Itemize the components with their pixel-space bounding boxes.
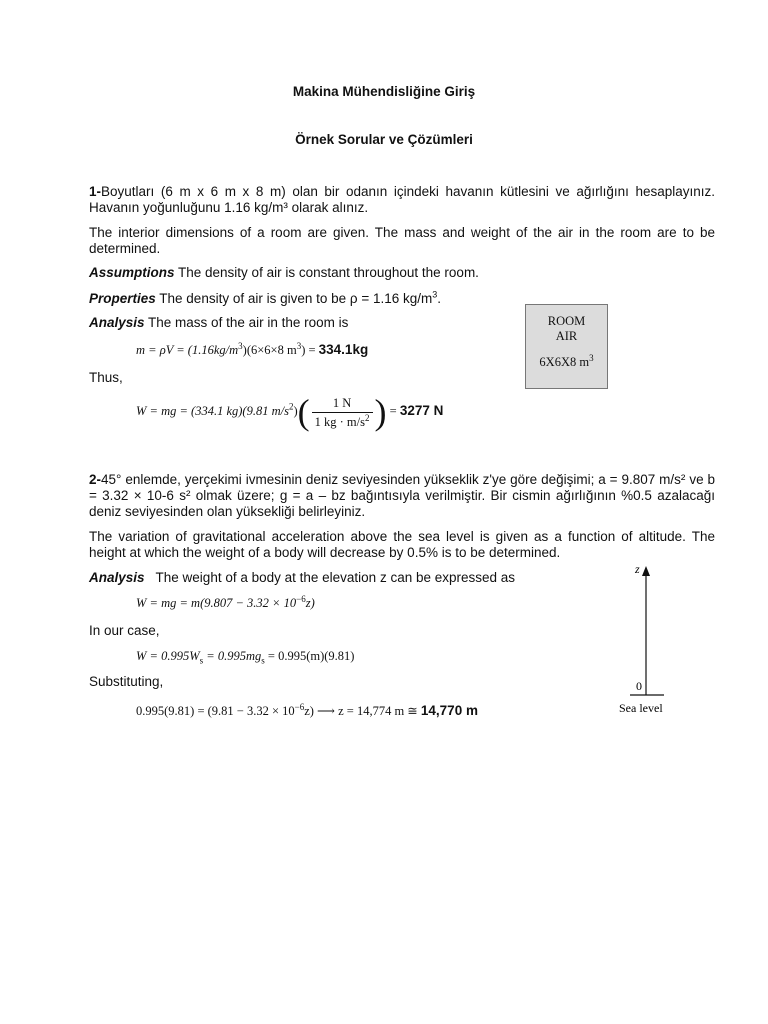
eq2-b: = 0.995mg [203, 649, 262, 663]
q1-assumptions [89, 265, 715, 281]
q2-turkish-text [89, 472, 715, 520]
open-paren: ( [297, 392, 310, 432]
eq-mass-end: ) = [301, 343, 319, 357]
q2-number: 2- [89, 472, 102, 487]
fraction-numerator: 1 N [312, 395, 373, 413]
fraction-denominator-text: 1 kg · m/s [314, 414, 365, 429]
room-box-line3 [526, 352, 607, 370]
analysis-label: Analysis [89, 315, 145, 330]
sea-level-label: Sea level [619, 701, 663, 715]
q1-english-text: The interior dimensions of a room are given. The mass and weight of the air in the room are to be determined. [89, 225, 715, 256]
equation-substituted [136, 703, 478, 719]
equation-mass [136, 342, 368, 358]
fraction-denominator-sup: 2 [365, 412, 370, 423]
room-box-sup: 3 [589, 352, 594, 363]
eq2-a: W = 0.995W [136, 649, 200, 663]
q1-number: 1- [89, 184, 102, 199]
eq2-c: = 0.995(m)(9.81) [264, 649, 355, 663]
close-paren: ) [374, 392, 387, 432]
eq1-sup: −6 [296, 593, 306, 604]
axis-z-label: z [635, 562, 640, 576]
arrow-up-icon [642, 566, 650, 576]
eq-mass-sup2: 3 [296, 340, 302, 351]
fraction-denominator [312, 413, 373, 430]
properties-label: Properties [89, 291, 156, 306]
eq-weight-lhs: W = mg = (334.1 kg)(9.81 m/s [136, 403, 289, 418]
assumptions-label: Assumptions [89, 265, 175, 280]
eq3-b: z) ⟶ z = 14,774 m ≅ [304, 704, 421, 718]
page-subtitle: Örnek Sorular ve Çözümleri [295, 132, 473, 147]
height-result: 14,770 m [420, 703, 478, 718]
eq-mass-lhs: m = ρV = (1.16kg/m [136, 343, 239, 357]
eq2-sub1: s [199, 655, 204, 666]
room-box-line2: AIR [555, 329, 578, 343]
eq-weight-equals: = [386, 403, 400, 418]
room-box-line1: ROOM [547, 314, 586, 328]
eq1-a: W = mg = m(9.807 − 3.32 × 10 [136, 596, 297, 610]
eq3-a: 0.995(9.81) = (9.81 − 3.32 × 10 [136, 704, 295, 718]
q1-turkish-text [89, 184, 715, 216]
q2-tr-body: 45° enlemde, yerçekimi ivmesinin deniz seviyesinden yükseklik z'ye göre değişimi; a = 9.807 m/s² ve b = 3.32 × 10-6 s² olmak üzere; g = a – bz bağıntısıyla verilmiştir. Bir cismin ağırlığının %0.5 azalacağı deniz seviyesinden olan yüksekliği belirleyiniz. [89, 472, 715, 519]
analysis-text: The mass of the air in the room is [144, 315, 349, 330]
q2-analysis [89, 570, 539, 586]
in-our-case-text: In our case, [89, 623, 160, 638]
q1-tr-body: Boyutları (6 m x 6 m x 8 m) olan bir odanın içindeki havanın kütlesini ve ağırlığını hesaplayınız. Havanın yoğunluğunu 1.16 kg/m³ olarak alınız. [89, 184, 715, 215]
mass-result: 334.1kg [318, 342, 369, 357]
eq-weight-close: ) [293, 403, 298, 418]
eq-weight-sup: 2 [288, 401, 294, 412]
thus-text: Thus, [89, 370, 123, 385]
unit-fraction [312, 395, 373, 430]
eq-mass-mid: )(6×6×8 m [242, 343, 297, 357]
room-air-box [525, 304, 608, 389]
q2-analysis-text: The weight of a body at the elevation z can be expressed as [144, 570, 516, 585]
q1-analysis [89, 315, 509, 331]
equation-weight [136, 394, 443, 430]
substituting-text: Substituting, [89, 674, 164, 689]
eq3-sup: −6 [294, 701, 305, 712]
weight-result: 3277 N [399, 402, 444, 418]
equation-case [136, 648, 354, 669]
q2-english-text: The variation of gravitational acceleration above the sea level is given as a function of altitude. The height at which the weight of a body will decrease by 0.5% is to be determined. [89, 529, 715, 560]
eq2-sub2: s [261, 655, 265, 666]
room-box-dimensions: 6X6X8 m [539, 355, 590, 369]
q1-properties [89, 291, 509, 307]
q2-analysis-label: Analysis [89, 570, 145, 585]
axis-zero-label: 0 [636, 679, 642, 693]
properties-end: . [437, 291, 442, 306]
assumptions-text: The density of air is constant throughout the room. [174, 265, 479, 280]
properties-sup: 3 [432, 289, 438, 300]
eq1-b: z) [305, 596, 315, 610]
page-title: Makina Mühendisliğine Giriş [292, 84, 476, 99]
properties-text: The density of air is given to be ρ = 1.16 kg/m [155, 291, 433, 306]
eq-mass-sup1: 3 [238, 340, 243, 351]
equation-weight-elevation [136, 595, 315, 611]
